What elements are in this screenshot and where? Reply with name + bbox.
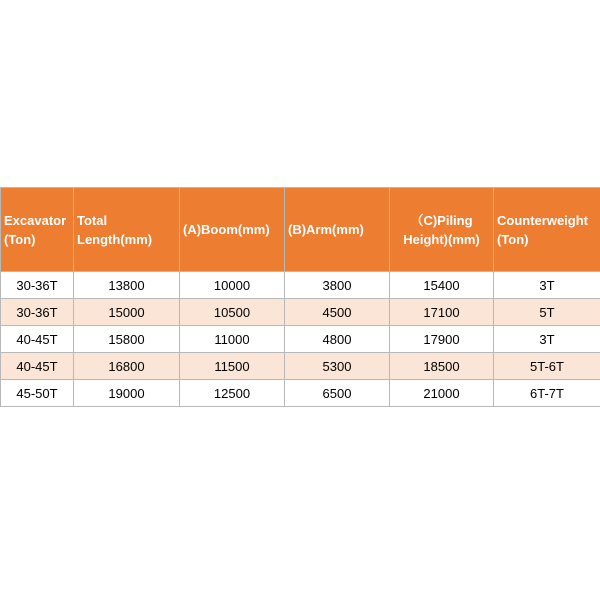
- cell-boom: 10000: [180, 272, 285, 299]
- header-line: Excavator: [4, 212, 67, 228]
- header-boom: [180, 188, 285, 272]
- cell-piling-height: 21000: [390, 380, 494, 407]
- header-excavator-ton: [1, 188, 74, 272]
- table-row: [1, 299, 600, 326]
- header-line: （C)Piling: [410, 212, 473, 228]
- header-line: Counterweight: [497, 212, 588, 228]
- header-total-length: [74, 188, 180, 272]
- table-row: [1, 353, 600, 380]
- cell-piling-height: 15400: [390, 272, 494, 299]
- cell-total-length: 16800: [74, 353, 180, 380]
- cell-piling-height: 18500: [390, 353, 494, 380]
- excavator-spec-table: [0, 187, 600, 407]
- cell-total-length: 13800: [74, 272, 180, 299]
- cell-arm: 3800: [285, 272, 390, 299]
- cell-arm: 5300: [285, 353, 390, 380]
- cell-counterweight: 6T-7T: [494, 380, 600, 407]
- header-line: (Ton): [4, 231, 36, 247]
- header-counterweight: [494, 188, 600, 272]
- cell-counterweight: 3T: [494, 272, 600, 299]
- cell-counterweight: 5T-6T: [494, 353, 600, 380]
- cell-boom: 11500: [180, 353, 285, 380]
- header-line: (B)Arm(mm): [288, 222, 364, 237]
- table-row: [1, 380, 600, 407]
- cell-excavator: 30-36T: [1, 299, 74, 326]
- header-arm: [285, 188, 390, 272]
- cell-piling-height: 17900: [390, 326, 494, 353]
- cell-boom: 11000: [180, 326, 285, 353]
- cell-excavator: 45-50T: [1, 380, 74, 407]
- cell-counterweight: 3T: [494, 326, 600, 353]
- cell-excavator: 30-36T: [1, 272, 74, 299]
- header-piling-height: [390, 188, 494, 272]
- cell-piling-height: 17100: [390, 299, 494, 326]
- cell-boom: 10500: [180, 299, 285, 326]
- cell-arm: 4800: [285, 326, 390, 353]
- cell-arm: 4500: [285, 299, 390, 326]
- header-line: Total: [77, 212, 108, 228]
- header-line: (A)Boom(mm): [183, 222, 270, 237]
- cell-arm: 6500: [285, 380, 390, 407]
- header-line: Height)(mm): [403, 231, 480, 247]
- table-row: [1, 272, 600, 299]
- cell-total-length: 15800: [74, 326, 180, 353]
- cell-total-length: 19000: [74, 380, 180, 407]
- table-header-row: [1, 188, 600, 272]
- cell-excavator: 40-45T: [1, 326, 74, 353]
- header-line: Length(mm): [77, 231, 153, 247]
- header-line: (Ton): [497, 231, 529, 247]
- table-row: [1, 326, 600, 353]
- cell-excavator: 40-45T: [1, 353, 74, 380]
- cell-total-length: 15000: [74, 299, 180, 326]
- cell-counterweight: 5T: [494, 299, 600, 326]
- cell-boom: 12500: [180, 380, 285, 407]
